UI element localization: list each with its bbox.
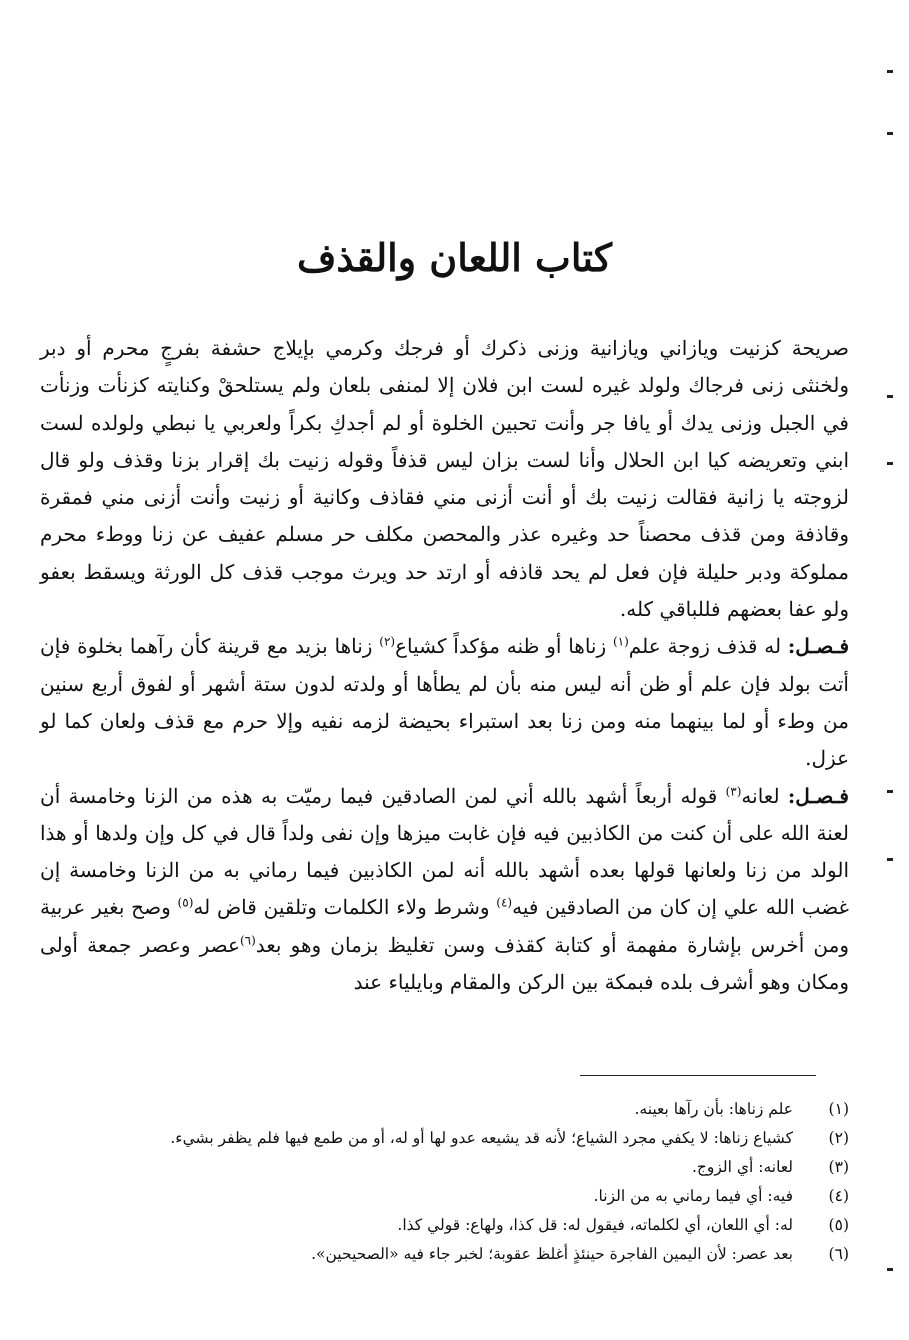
footnote-number: (٥) bbox=[828, 1216, 849, 1234]
footnote-ref[interactable]: (٣) bbox=[725, 783, 742, 798]
section-label: فـصـل: bbox=[787, 634, 850, 659]
footnote-number: (١) bbox=[828, 1100, 849, 1118]
footnote-number: (٢) bbox=[828, 1129, 849, 1147]
margin-mark bbox=[887, 70, 893, 73]
footnote-number: (٣) bbox=[828, 1158, 849, 1176]
footnote-ref[interactable]: (٢) bbox=[379, 634, 396, 649]
fasl-paragraph-2 bbox=[40, 778, 849, 1002]
footnote-text: له: أي اللعان، أي لكلماته، فيقول له: قل كذا، ولهاع: قولي كذا. bbox=[397, 1216, 793, 1234]
margin-mark bbox=[887, 462, 893, 465]
margin-mark bbox=[887, 395, 893, 398]
footnote-text: بعد عصر: لأن اليمين الفاجرة حينئذٍ أغلظ عقوبة؛ لخبر جاء فيه «الصحيحين». bbox=[311, 1245, 793, 1263]
footnote-ref[interactable]: (٦) bbox=[239, 933, 256, 948]
footnote-text: كشياع زناها: لا يكفي مجرد الشياع؛ لأنه قد يشيعه عدو لها أو له، أو من طمع فيها فلم يظفر بشيء. bbox=[170, 1129, 793, 1147]
footnote-number: (٤) bbox=[828, 1187, 849, 1205]
footnote-item bbox=[40, 1153, 849, 1182]
text-run: لعانه bbox=[741, 783, 788, 808]
footnote-item bbox=[40, 1211, 849, 1240]
text-run: زناها أو ظنه مؤكداً كشياع bbox=[395, 634, 613, 659]
text-run: وصح بغير عربية ومن أخرس بإشارة مفهمة أو كتابة كقذف وسن تغليظ بزمان وهو بعد bbox=[40, 895, 849, 957]
margin-mark bbox=[887, 1268, 893, 1271]
footnote-item bbox=[40, 1095, 849, 1124]
footnote-item bbox=[40, 1124, 849, 1153]
footnote-ref[interactable]: (٥) bbox=[177, 895, 194, 910]
section-label: فـصـل: bbox=[787, 783, 849, 808]
footnote-ref[interactable]: (١) bbox=[612, 634, 629, 649]
footnote-text: لعانه: أي الزوج. bbox=[691, 1158, 793, 1176]
text-run: زناها بزيد مع قرينة كأن رآهما بخلوة فإن أتت بولد فإن علم أو ظن أنه ليس منه بأن لم يطأها أو ولدته لدون ستة أشهر أو لفوق أربع سنين من وطء أو لما بينهما منه ومن زنا بعد استبراء بحيضة لزمه نفيه وإلا حرم مع قذف ولعان كما لو عزل. bbox=[40, 634, 849, 771]
fasl-paragraph-1 bbox=[40, 628, 849, 777]
margin-mark bbox=[887, 858, 893, 861]
page-title: كتاب اللعان والقذف bbox=[297, 235, 612, 281]
footnote-divider bbox=[580, 1075, 816, 1076]
footnotes bbox=[40, 1095, 849, 1269]
margin-mark bbox=[887, 790, 893, 793]
footnote-item bbox=[40, 1182, 849, 1211]
footnote-text: فيه: أي فيما رماني به من الزنا. bbox=[593, 1187, 793, 1205]
intro-paragraph: صريحة كزنيت ويازاني ويازانية وزنى ذكرك أو فرجك وكرمي بإيلاج حشفة بفرجٍ محرم أو دبر ولخنثى زنى فرجاك ولولد غيره لست ابن فلان إلا لمنفى بلعان ولم يستلحقْ وكنايته كزنأت وزنأت في الجبل وزنى يدك أو يافا جر وأنت تحبين الخلوة أو لم أجدكِ بكراً ولعربي يا نبطي ولولده لست ابني وتعريضه كيا ابن الحلال وأنا لست بزان ليس قذفاً وقوله زنيت بك إقرار بزنا وقذف ولو قال لزوجته يا زانية فقالت زنيت بك أو أنت أزنى مني فقاذف وكانية أو زنيت وأنت أزنى مني فمقرة وقاذفة ومن قذف محصناً حد وغيره عذر والمحصن مكلف حر مسلم عفيف عن زنا ووطء محرم مملوكة ودبر حليلة فإن فعل لم يحد قاذفه أو ارتد حد ويرث موجب قذف كل الورثة ويسقط بعفو ولو عفا بعضهم فللباقي كله. bbox=[40, 336, 849, 622]
margin-mark bbox=[887, 132, 893, 135]
footnote-item bbox=[40, 1240, 849, 1269]
footnote-number: (٦) bbox=[828, 1245, 849, 1263]
text-run: عصر وعصر جمعة أولى ومكان وهو أشرف بلده فبمكة بين الركن والمقام وبايلياء عند bbox=[40, 932, 849, 995]
footnote-ref[interactable]: (٤) bbox=[496, 895, 513, 910]
footnote-text: علم زناها: بأن رآها بعينه. bbox=[634, 1100, 793, 1118]
text-run: قوله أربعاً أشهد بالله أني لمن الصادقين فيما رميّت به هذه من الزنا وخامسة أن لعنة الله على أن كنت من الكاذبين فيه فإن غابت ميزها وإن نفى ولداً قال في كل وإن ولدها أو هذا الولد من زنا ولعانها قولها بعده أشهد بالله أنه لمن الكاذبين فيما رماني به من الزنا وخامسة إن غضب الله علي إن كان من الصادقين فيه bbox=[40, 783, 850, 920]
main-text bbox=[40, 330, 849, 1001]
text-run: له قذف زوجة علم bbox=[628, 634, 788, 659]
text-run: وشرط ولاء الكلمات وتلقين قاض له bbox=[193, 895, 497, 920]
